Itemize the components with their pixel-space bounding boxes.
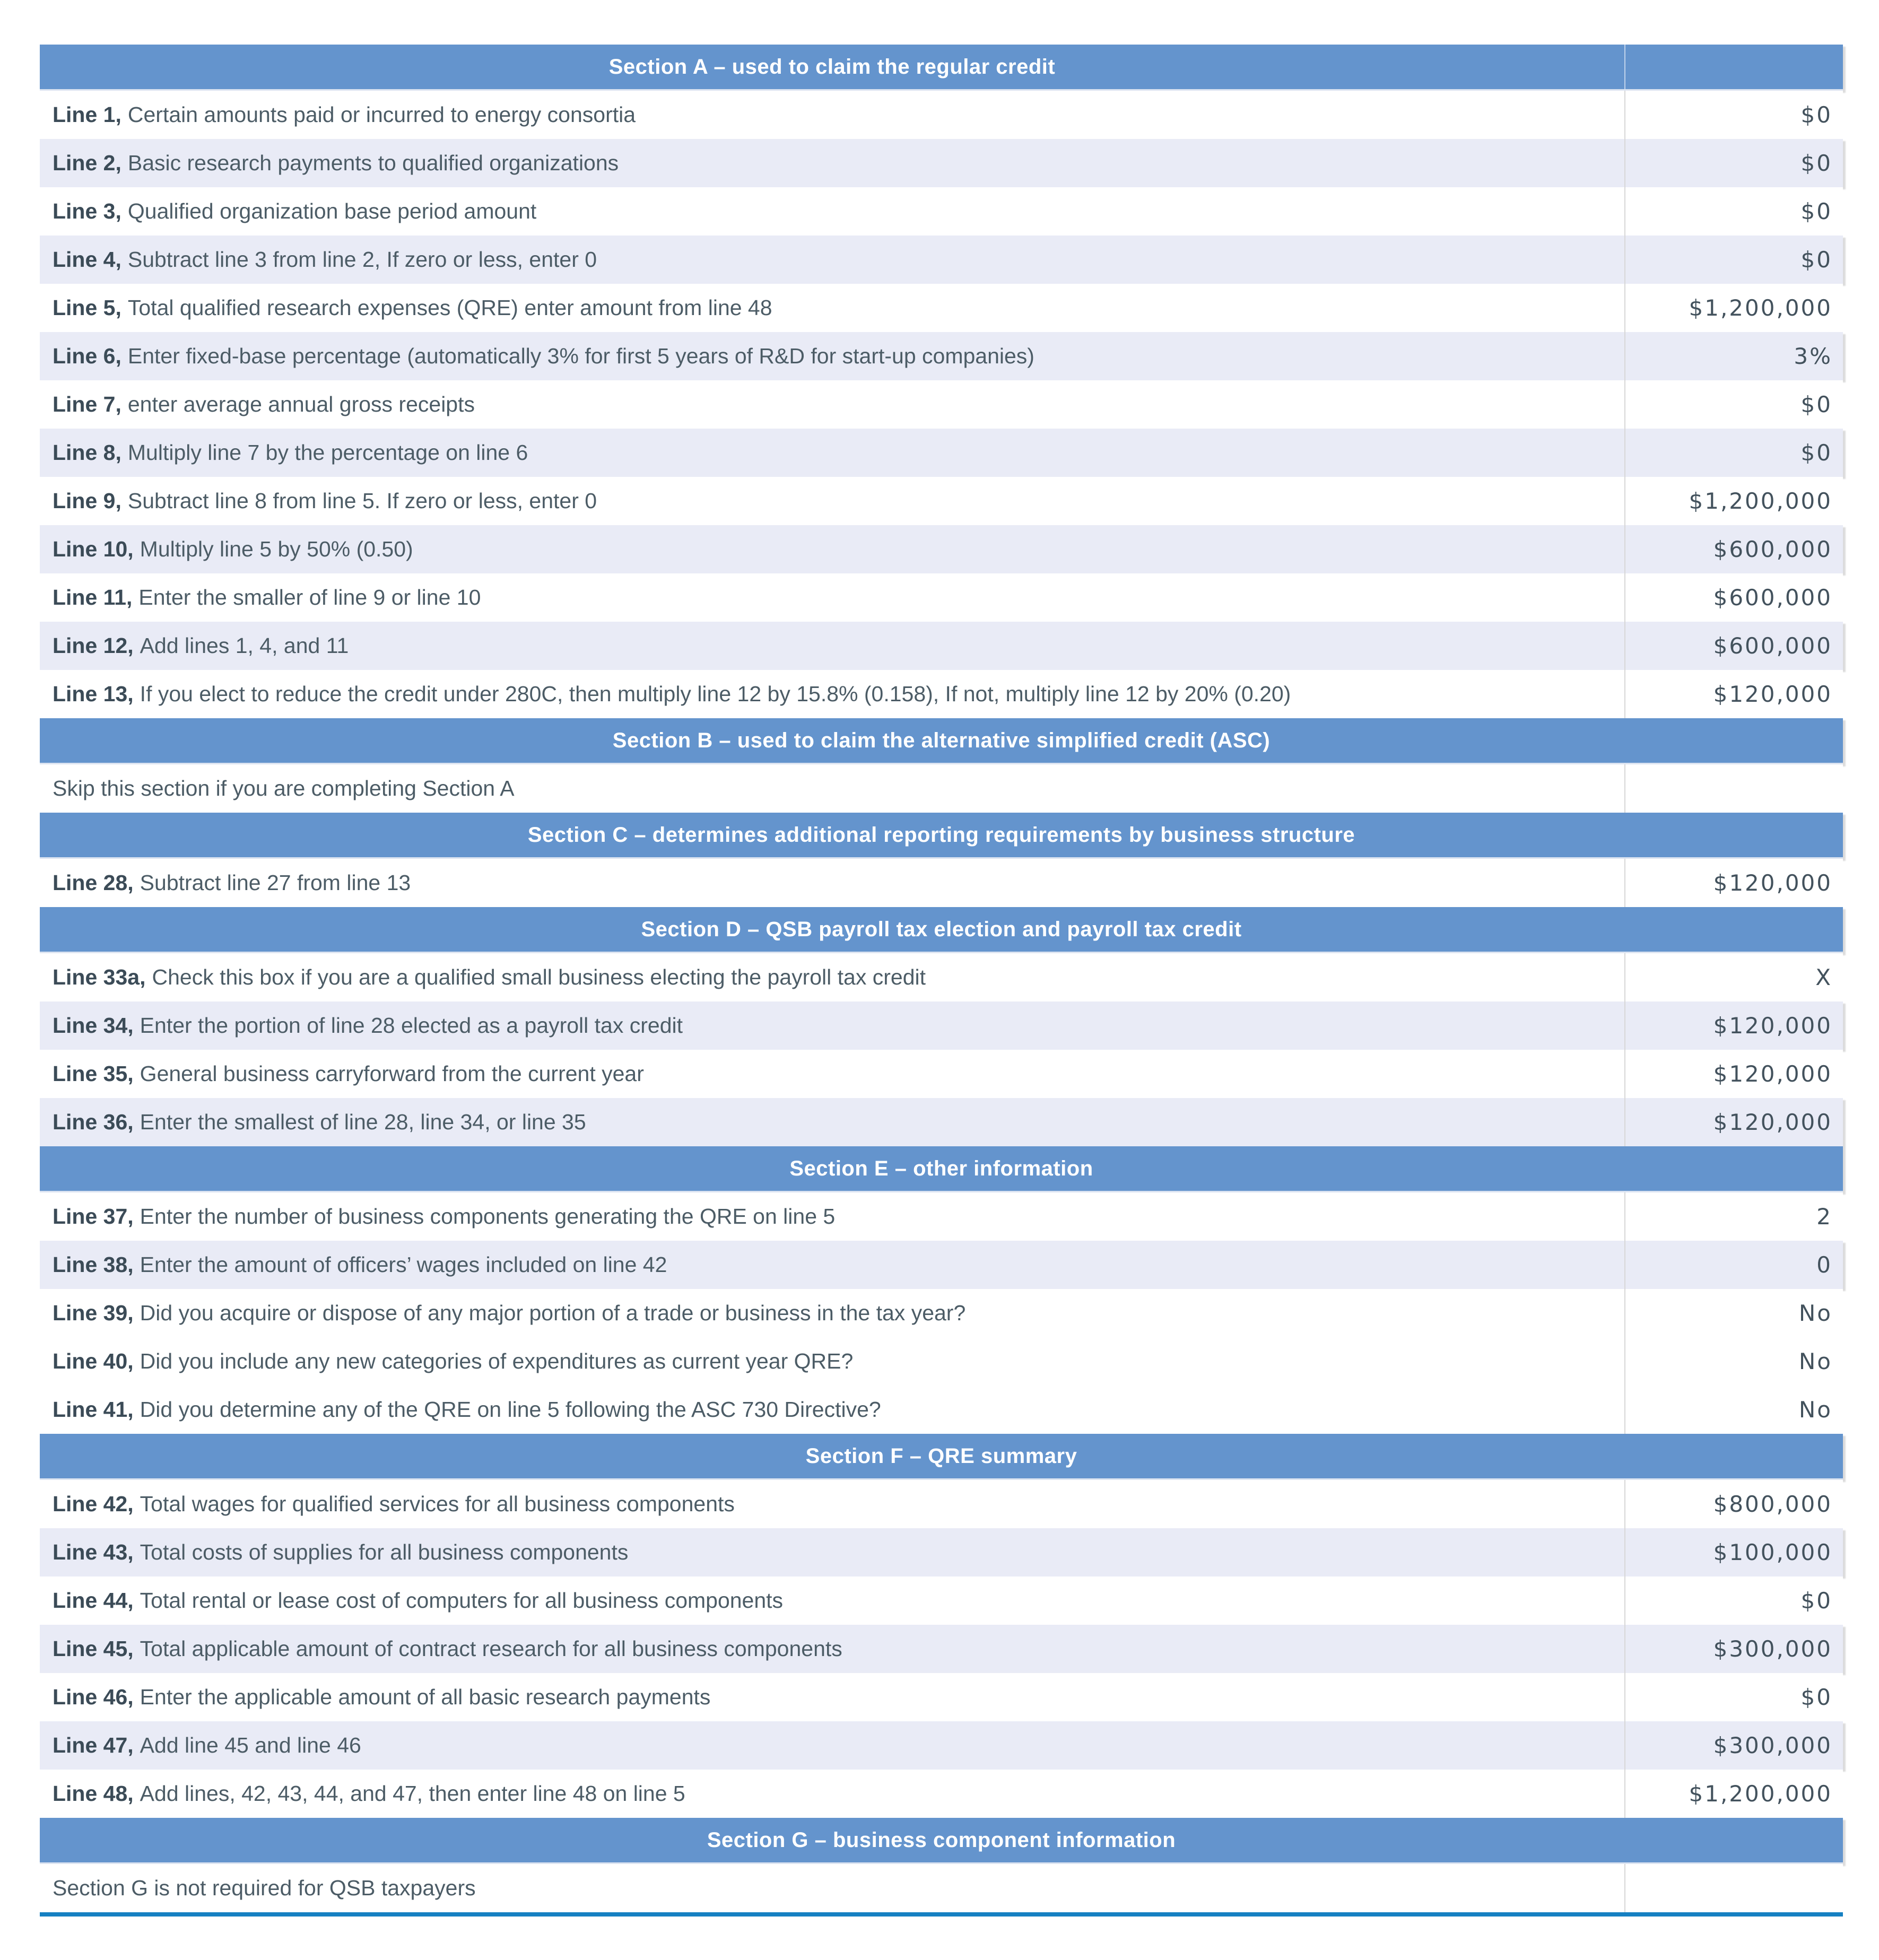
line-number: Line 38,: [53, 1252, 134, 1277]
row-label: [40, 236, 1624, 284]
line-number: Line 48,: [53, 1781, 134, 1806]
row-label: [40, 670, 1624, 718]
table-row: [40, 1576, 1843, 1625]
section-header: [40, 813, 1843, 859]
section-header: [40, 1434, 1843, 1480]
row-label: [40, 859, 1624, 907]
section-header: [40, 1818, 1843, 1864]
table-row: [40, 91, 1843, 139]
line-number: Line 9,: [53, 489, 121, 513]
line-value: $1,200,000: [1624, 284, 1843, 332]
line-description: Add line 45 and line 46: [140, 1733, 361, 1757]
tax-form-table: [40, 45, 1843, 1917]
line-number: Line 6,: [53, 344, 121, 368]
table-row: [40, 622, 1843, 670]
table-row: [40, 477, 1843, 525]
row-label: [40, 1864, 1624, 1912]
row-label: [40, 1770, 1624, 1818]
line-description: General business carryforward from the current year: [140, 1061, 644, 1086]
line-description: Add lines, 42, 43, 44, and 47, then enter line 48 on line 5: [140, 1781, 685, 1806]
table-row: [40, 1480, 1843, 1528]
row-label: [40, 1576, 1624, 1625]
line-value: $300,000: [1624, 1625, 1843, 1673]
line-description: Multiply line 7 by the percentage on line 6: [127, 440, 528, 465]
row-label: [40, 764, 1624, 813]
row-label: [40, 573, 1624, 622]
line-number: Line 37,: [53, 1204, 134, 1229]
line-value: $0: [1624, 380, 1843, 429]
section-title: Section C – determines additional reporting requirements by business structure: [527, 823, 1355, 847]
table-row: [40, 187, 1843, 236]
row-label: [40, 1528, 1624, 1576]
table-bands: [40, 45, 1843, 1912]
section-title: Section F – QRE summary: [805, 1444, 1077, 1468]
table-row: [40, 670, 1843, 718]
line-value: [1624, 764, 1843, 813]
table-row: [40, 1001, 1843, 1050]
row-label: [40, 622, 1624, 670]
line-description: Did you include any new categories of expenditures as current year QRE?: [140, 1349, 854, 1373]
table-row: [40, 573, 1843, 622]
line-description: Enter the applicable amount of all basic research payments: [140, 1685, 711, 1709]
line-value: $300,000: [1624, 1721, 1843, 1770]
table-row: [40, 1192, 1843, 1241]
line-number: Line 28,: [53, 870, 134, 895]
table-row: [40, 1289, 1843, 1337]
line-value: $1,200,000: [1624, 477, 1843, 525]
line-number: Line 2,: [53, 151, 121, 175]
table-row: [40, 953, 1843, 1001]
row-label: [40, 139, 1624, 187]
line-description: Enter the portion of line 28 elected as a payroll tax credit: [140, 1013, 683, 1038]
table-row: [40, 139, 1843, 187]
row-label: [40, 1337, 1624, 1386]
line-value: $120,000: [1624, 670, 1843, 718]
line-number: Line 7,: [53, 392, 121, 416]
section-title: Section B – used to claim the alternative simplified credit (ASC): [612, 728, 1271, 752]
section-header-value-cell: [1624, 45, 1843, 89]
table-row: [40, 1864, 1843, 1912]
section-header: [40, 1146, 1843, 1192]
row-label: [40, 1625, 1624, 1673]
line-number: Line 36,: [53, 1110, 134, 1134]
line-number: Line 47,: [53, 1733, 134, 1757]
line-value: $800,000: [1624, 1480, 1843, 1528]
line-value: $120,000: [1624, 859, 1843, 907]
row-label: [40, 1050, 1624, 1098]
table-row: [40, 429, 1843, 477]
line-number: Line 46,: [53, 1685, 134, 1709]
section-header: [40, 907, 1843, 953]
line-description: Multiply line 5 by 50% (0.50): [140, 537, 413, 561]
line-description: Basic research payments to qualified organizations: [127, 151, 619, 175]
bottom-rule: [40, 1912, 1843, 1917]
line-value: $0: [1624, 1576, 1843, 1625]
section-header: [40, 718, 1843, 764]
table-row: [40, 284, 1843, 332]
table-row: [40, 764, 1843, 813]
line-number: Line 33a,: [53, 965, 146, 989]
line-number: Line 42,: [53, 1492, 134, 1516]
row-label: [40, 1098, 1624, 1146]
line-number: Line 4,: [53, 247, 121, 272]
line-description: Did you determine any of the QRE on line 5 following the ASC 730 Directive?: [140, 1397, 881, 1422]
line-value: 2: [1624, 1192, 1843, 1241]
section-header: [40, 45, 1843, 91]
table-row: [40, 1721, 1843, 1770]
line-value: No: [1624, 1337, 1843, 1386]
line-number: Line 11,: [53, 585, 133, 609]
line-value: $120,000: [1624, 1098, 1843, 1146]
line-value: $1,200,000: [1624, 1770, 1843, 1818]
table-row: [40, 332, 1843, 380]
line-value: $600,000: [1624, 573, 1843, 622]
row-label: [40, 477, 1624, 525]
row-label: [40, 91, 1624, 139]
line-description: Section G is not required for QSB taxpayers: [53, 1876, 476, 1900]
line-description: Enter the amount of officers’ wages included on line 42: [140, 1252, 667, 1277]
row-label: [40, 380, 1624, 429]
row-label: [40, 429, 1624, 477]
table-row: [40, 1386, 1843, 1434]
section-title: Section A – used to claim the regular credit: [608, 55, 1056, 79]
line-description: Skip this section if you are completing Section A: [53, 776, 515, 800]
line-description: Total applicable amount of contract research for all business components: [140, 1636, 842, 1661]
line-number: Line 45,: [53, 1636, 134, 1661]
row-label: [40, 332, 1624, 380]
row-label: [40, 1480, 1624, 1528]
table-row: [40, 1337, 1843, 1386]
line-description: Enter the smaller of line 9 or line 10: [138, 585, 481, 609]
line-description: Total rental or lease cost of computers for all business components: [140, 1588, 784, 1613]
table-row: [40, 859, 1843, 907]
line-number: Line 34,: [53, 1013, 134, 1038]
line-description: Total wages for qualified services for all business components: [140, 1492, 735, 1516]
table-row: [40, 1241, 1843, 1289]
table-row: [40, 1625, 1843, 1673]
row-label: [40, 187, 1624, 236]
section-title: Section E – other information: [789, 1156, 1093, 1180]
line-number: Line 12,: [53, 633, 134, 658]
line-value: No: [1624, 1386, 1843, 1434]
line-description: If you elect to reduce the credit under 280C, then multiply line 12 by 15.8% (0.158), If not, multiply line 12 by 20% (0.20): [140, 682, 1291, 706]
section-title: Section G – business component information: [707, 1828, 1176, 1852]
line-number: Line 13,: [53, 682, 134, 706]
row-label: [40, 1673, 1624, 1721]
table-row: [40, 1098, 1843, 1146]
line-value: [1624, 1864, 1843, 1912]
line-description: Did you acquire or dispose of any major portion of a trade or business in the tax year?: [140, 1301, 966, 1325]
line-description: Subtract line 27 from line 13: [140, 870, 411, 895]
line-value: 0: [1624, 1241, 1843, 1289]
line-value: $0: [1624, 429, 1843, 477]
section-title: Section D – QSB payroll tax election and payroll tax credit: [641, 917, 1242, 941]
row-label: [40, 1721, 1624, 1770]
line-description: Enter the smallest of line 28, line 34, or line 35: [140, 1110, 586, 1134]
row-label: [40, 1241, 1624, 1289]
line-description: Enter the number of business components generating the QRE on line 5: [140, 1204, 836, 1229]
table-row: [40, 380, 1843, 429]
line-number: Line 41,: [53, 1397, 134, 1422]
line-description: Subtract line 8 from line 5. If zero or less, enter 0: [127, 489, 597, 513]
table-row: [40, 525, 1843, 573]
line-number: Line 1,: [53, 102, 121, 127]
line-description: Enter fixed-base percentage (automatically 3% for first 5 years of R&D for start-up companies): [127, 344, 1034, 368]
table-row: [40, 1770, 1843, 1818]
row-label: [40, 525, 1624, 573]
table-row: [40, 1528, 1843, 1576]
row-label: [40, 1386, 1624, 1434]
line-description: Add lines 1, 4, and 11: [140, 633, 349, 658]
line-description: Total qualified research expenses (QRE) enter amount from line 48: [127, 295, 772, 320]
line-number: Line 3,: [53, 199, 121, 223]
line-value: 3%: [1624, 332, 1843, 380]
line-value: $0: [1624, 91, 1843, 139]
row-label: [40, 1001, 1624, 1050]
line-description: Total costs of supplies for all business components: [140, 1540, 629, 1564]
line-value: $100,000: [1624, 1528, 1843, 1576]
line-value: $120,000: [1624, 1001, 1843, 1050]
line-number: Line 39,: [53, 1301, 134, 1325]
line-description: Certain amounts paid or incurred to energy consortia: [127, 102, 636, 127]
line-description: Check this box if you are a qualified small business electing the payroll tax credit: [152, 965, 926, 989]
line-description: Subtract line 3 from line 2, If zero or less, enter 0: [127, 247, 597, 272]
row-label: [40, 1289, 1624, 1337]
row-label: [40, 953, 1624, 1001]
line-number: Line 40,: [53, 1349, 134, 1373]
line-number: Line 35,: [53, 1061, 134, 1086]
row-label: [40, 1192, 1624, 1241]
line-number: Line 44,: [53, 1588, 134, 1613]
line-number: Line 43,: [53, 1540, 134, 1564]
line-description: enter average annual gross receipts: [127, 392, 475, 416]
line-number: Line 8,: [53, 440, 121, 465]
table-row: [40, 1050, 1843, 1098]
line-value: $0: [1624, 1673, 1843, 1721]
line-description: Qualified organization base period amount: [127, 199, 537, 223]
line-value: $120,000: [1624, 1050, 1843, 1098]
table-row: [40, 236, 1843, 284]
line-value: $600,000: [1624, 622, 1843, 670]
table-row: [40, 1673, 1843, 1721]
section-header-label-cell: [40, 45, 1624, 89]
row-label: [40, 284, 1624, 332]
line-number: Line 5,: [53, 295, 121, 320]
line-value: $0: [1624, 236, 1843, 284]
line-value: X: [1624, 953, 1843, 1001]
line-value: $600,000: [1624, 525, 1843, 573]
line-value: No: [1624, 1289, 1843, 1337]
line-number: Line 10,: [53, 537, 134, 561]
line-value: $0: [1624, 187, 1843, 236]
line-value: $0: [1624, 139, 1843, 187]
